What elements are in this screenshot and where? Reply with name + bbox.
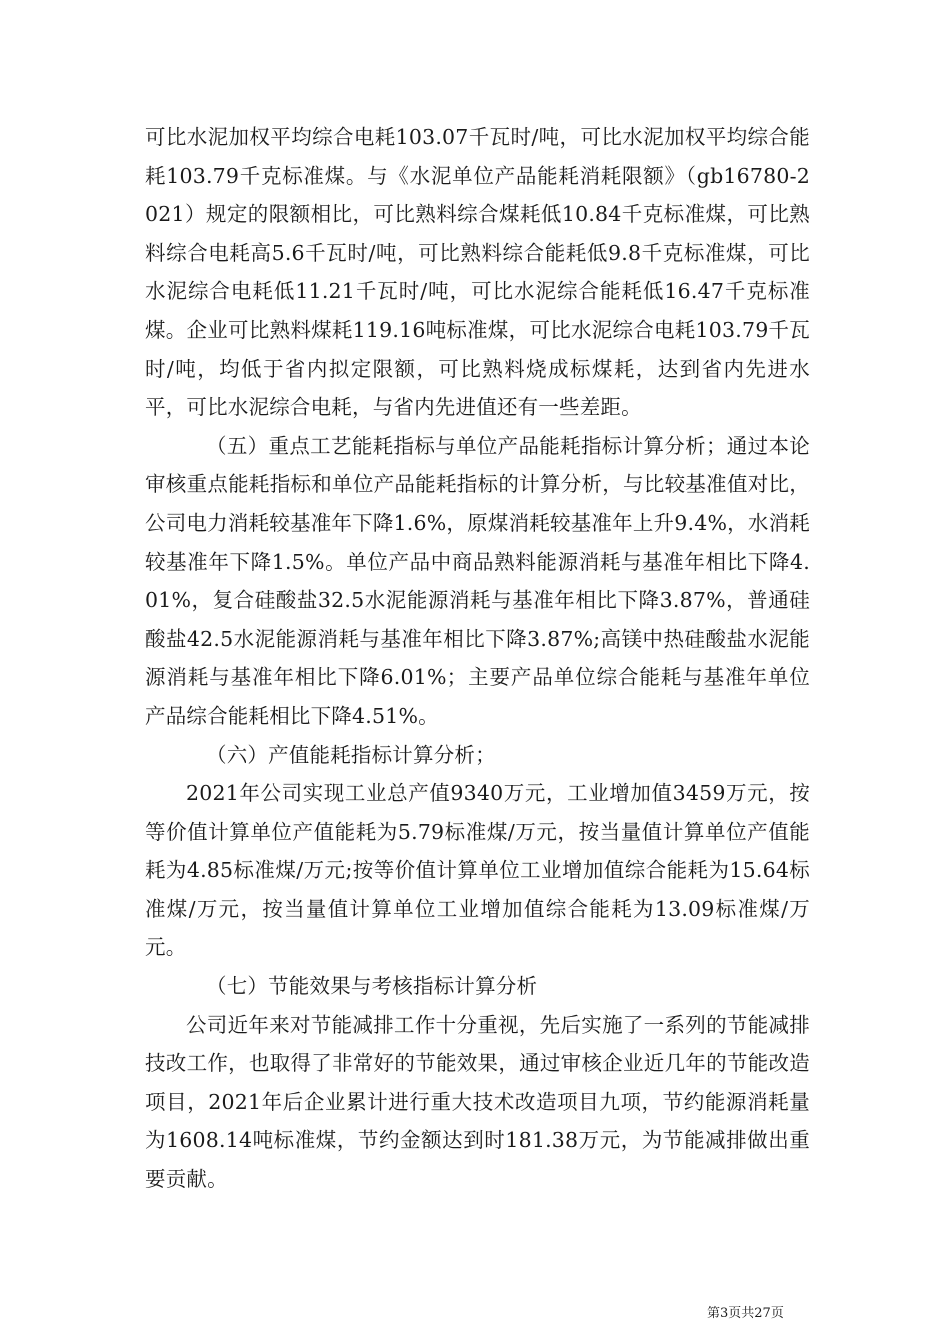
paragraph-output-value-energy: 2021年公司实现工业总产值9340万元，工业增加值3459万元，按等价值计算单位产值能耗为5.79标准煤/万元，按当量值计算单位产值能耗为4.85标准煤/万元;按等价值计算单位工业增加值综合能耗为15.64标准煤/万元，按当量值计算单位工业增加值综合能耗为13.09标准煤/万元。 bbox=[145, 781, 810, 960]
document-body bbox=[145, 118, 810, 1199]
heading-section-7-energy-saving: （七）节能效果与考核指标计算分析 bbox=[206, 974, 538, 999]
page-number: 第3页共27页 bbox=[707, 1306, 784, 1321]
paragraph-energy-saving-projects: 公司近年来对节能减排工作十分重视，先后实施了一系列的节能减排技改工作，也取得了非常好的节能效果，通过审核企业近几年的节能改造项目，2021年后企业累计进行重大技术改造项目九项，节约能源消耗量为1608.14吨标准煤，节约金额达到时181.38万元，为节能减排做出重要贡献。 bbox=[145, 1012, 810, 1192]
paragraph-energy-consumption-comparison: 可比水泥加权平均综合电耗103.07千瓦时/吨，可比水泥加权平均综合能耗103.79千克标准煤。与《水泥单位产品能耗消耗限额》（gb16780-2021）规定的限额相比，可比熟料综合煤耗低10.84千克标准煤，可比熟料综合电耗高5.6千瓦时/吨，可比熟料综合能耗低9.8千克标准煤，可比水泥综合电耗低11.21千瓦时/吨，可比水泥综合能耗低16.47千克标准煤。企业可比熟料煤耗119.16吨标准煤，可比水泥综合电耗103.79千瓦时/吨，均低于省内拟定限额，可比熟料烧成标煤耗，达到省内先进水平，可比水泥综合电耗，与省内先进值还有一些差距。 bbox=[145, 125, 810, 420]
heading-section-6-output-energy: （六）产值能耗指标计算分析； bbox=[206, 742, 496, 767]
paragraph-section-5-process-energy: （五）重点工艺能耗指标与单位产品能耗指标计算分析；通过本论审核重点能耗指标和单位产品能耗指标的计算分析，与比较基准值对比，公司电力消耗较基准年下降1.6%，原煤消耗较基准年上升9.4%，水消耗较基准年下降1.5%。单位产品中商品熟料能源消耗与基准年相比下降4.01%，复合硅酸盐32.5水泥能源消耗与基准年相比下降3.87%，普通硅酸盐42.5水泥能源消耗与基准年相比下降3.87%;高镁中热硅酸盐水泥能源消耗与基准年相比下降6.01%；主要产品单位综合能耗与基准年单位产品综合能耗相比下降4.51%。 bbox=[145, 433, 810, 728]
